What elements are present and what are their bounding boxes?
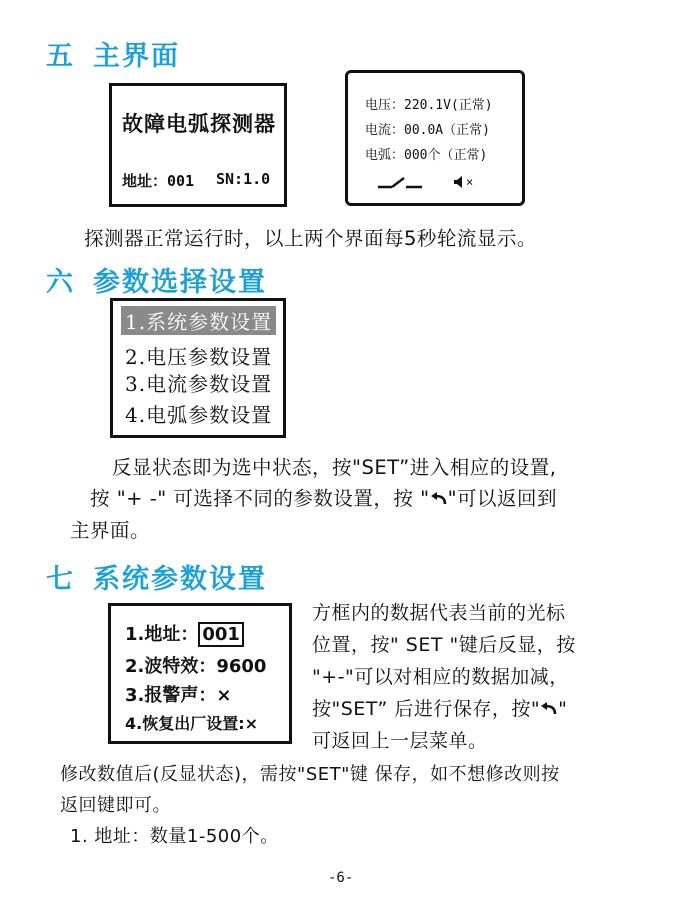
menu-item-current[interactable]: 3.电流参数设置 — [125, 372, 273, 396]
page-number: -6- — [328, 870, 354, 886]
setting-baud[interactable]: 2.波特效：9600 — [125, 656, 267, 677]
section-5-caption: 探测器正常运行时，以上两个界面每5秒轮流显示。 — [84, 227, 537, 250]
speaker-icon — [453, 175, 467, 189]
device-sn: SN:1.0 — [216, 170, 271, 188]
section-6-para-line1: 反显状态即为选中状态，按"SET”进入相应的设置, — [112, 456, 557, 479]
section-6-title: 参数选择设置 — [93, 267, 267, 298]
section-5-heading — [46, 34, 180, 73]
section-7-side-line4a: 按"SET” 后进行保存，按" — [312, 698, 541, 720]
section-7-side-line4 — [312, 692, 567, 726]
parameter-menu-screen — [110, 298, 286, 438]
switch-icon — [376, 173, 426, 191]
section-7-side-line3: "+-"可以对相应的数据加减， — [312, 666, 569, 688]
section-6-para-line2b: "可以返回到 — [447, 487, 558, 510]
section-7-title: 系统参数设置 — [93, 564, 267, 595]
section-5-title: 主界面 — [93, 41, 180, 72]
arc-reading: 电弧：000个（正常) — [365, 148, 488, 163]
setting-factory-reset[interactable]: 4.恢复出厂设置:× — [125, 714, 259, 733]
return-icon — [430, 492, 448, 506]
current-reading: 电流：00.0A（正常) — [365, 123, 490, 138]
main-screen-device — [109, 83, 287, 207]
section-6-para-line2a: 按 "+ -" 可选择不同的参数设置，按 " — [90, 487, 430, 510]
system-settings-screen — [108, 603, 292, 744]
section-7-note-line1: 修改数值后(反显状态)，需按"SET"键 保存，如不想修改则按 — [60, 764, 560, 785]
section-7-note-line3: 1. 地址：数量1-500个。 — [70, 826, 279, 847]
section-6-heading — [46, 260, 267, 299]
section-6-para-line3: 主界面。 — [70, 519, 151, 542]
section-7-side-line2: 位置，按" SET "键后反显，按 — [312, 634, 576, 656]
device-address: 地址：001 — [122, 172, 195, 190]
menu-item-voltage[interactable]: 2.电压参数设置 — [125, 345, 273, 369]
main-screen-measurements — [345, 70, 525, 206]
setting-alarm-sound[interactable]: 3.报警声：× — [125, 685, 232, 706]
section-7-heading — [46, 557, 267, 596]
device-title: 故障电弧探测器 — [122, 112, 276, 136]
address-cursor-box[interactable]: 001 — [198, 622, 244, 647]
section-7-note-line2: 返回键即可。 — [60, 795, 171, 816]
mute-icon: × — [466, 175, 474, 189]
section-5-number: 五 — [46, 41, 75, 72]
setting-address-label: 1.地址： — [125, 624, 199, 645]
menu-item-arc[interactable]: 4.电弧参数设置 — [125, 403, 273, 427]
menu-item-system[interactable]: 1.系统参数设置 — [121, 306, 276, 335]
section-6-number: 六 — [46, 267, 75, 298]
section-7-side-line5: 可返回上一层菜单。 — [312, 730, 488, 752]
section-7-number: 七 — [46, 564, 75, 595]
voltage-reading: 电压：220.1V(正常) — [365, 98, 493, 113]
setting-address — [125, 620, 244, 646]
section-7-side-line1: 方框内的数据代表当前的光标 — [312, 602, 566, 624]
return-icon — [540, 702, 558, 716]
section-7-side-line4b: " — [558, 698, 568, 720]
section-6-para-line2 — [90, 482, 557, 516]
